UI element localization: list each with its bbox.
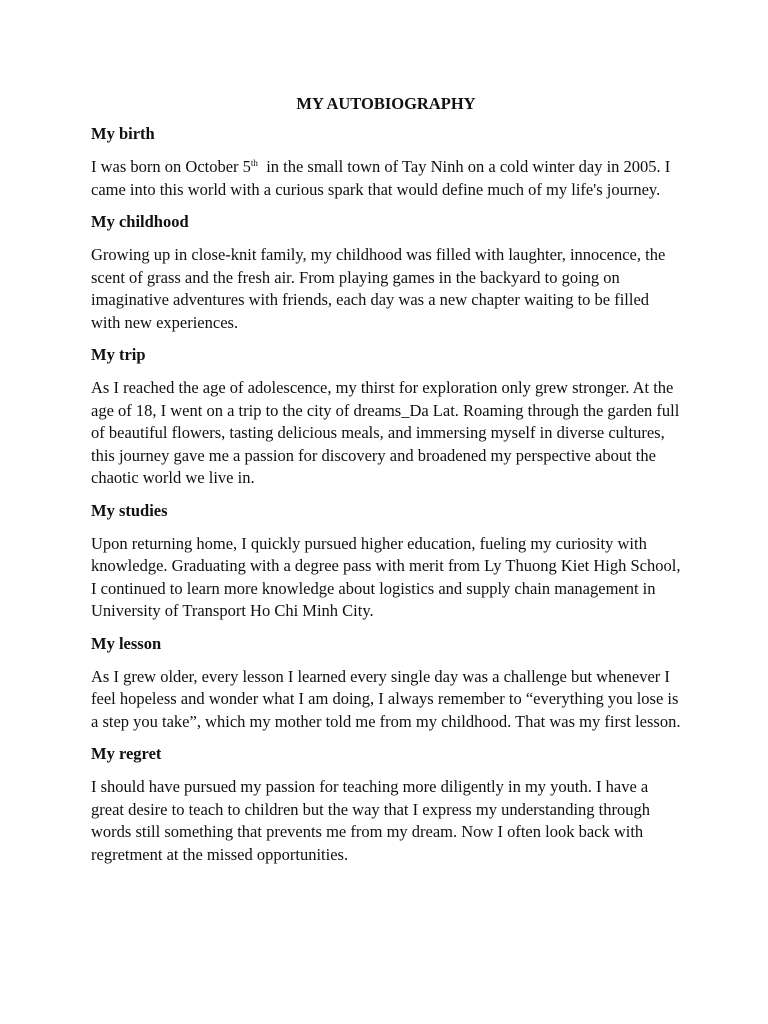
section-paragraph [91,156,681,201]
section-trip [91,344,681,490]
section-heading: My studies [91,500,168,520]
section-heading: My childhood [91,212,189,231]
section-heading: My birth [91,124,155,143]
document-title: MY AUTOBIOGRAPHY [296,94,476,113]
section-lesson [91,633,681,734]
section-paragraph: As I grew older, every lesson I learned every single day was a challenge but whenever I feel hopeless and wonder what I am doing, I always remember to “everything you lose is a step you take”, which my mother told me from my childhood. That was my first lesson. [91,666,681,731]
section-paragraph: Growing up in close-knit family, my childhood was filled with laughter, innocence, the scent of grass and the fresh air. From playing games in the backyard to going on imaginative adventures with friends, each day was a new chapter waiting to be filled with new experiences. [91,245,666,332]
section-heading: My regret [91,744,162,763]
paragraph-text-start: I was born on October 5 [91,157,251,176]
section-heading: My lesson [91,633,162,653]
section-childhood [91,211,681,334]
section-birth [91,123,681,201]
date-ordinal-superscript: th [250,158,258,168]
section-paragraph: Upon returning home, I quickly pursued higher education, fueling my curiosity with knowledge. Graduating with a degree pass with merit from Ly Thuong Kiet High School, I continued to learn more knowledge about logistics and supply chain management in University of Transport Ho Chi Minh City. [91,533,681,620]
section-studies [91,500,681,623]
section-heading: My trip [91,345,146,364]
section-paragraph: I should have pursued my passion for teaching more diligently in my youth. I have a great desire to teach to children but the way that I express my understanding through words still something that prevents me from my dream. Now I often look back with regretment at the missed opportunities. [91,777,651,864]
document-page [91,93,681,876]
section-regret [91,743,681,866]
section-paragraph: As I reached the age of adolescence, my thirst for exploration only grew stronger. At the age of 18, I went on a trip to the city of dreams_Da Lat. Roaming through the garden full of beautiful flowers, tasting delicious meals, and immersing myself in diverse cultures, this journey gave me a passion for discovery and broadened my perspective about the chaotic world we live in. [91,378,680,487]
paragraph-text-rest: in the small town of Tay Ninh on a cold winter day in 2005. I came into this world with a curious spark that would define much of my life's journey. [91,157,675,199]
